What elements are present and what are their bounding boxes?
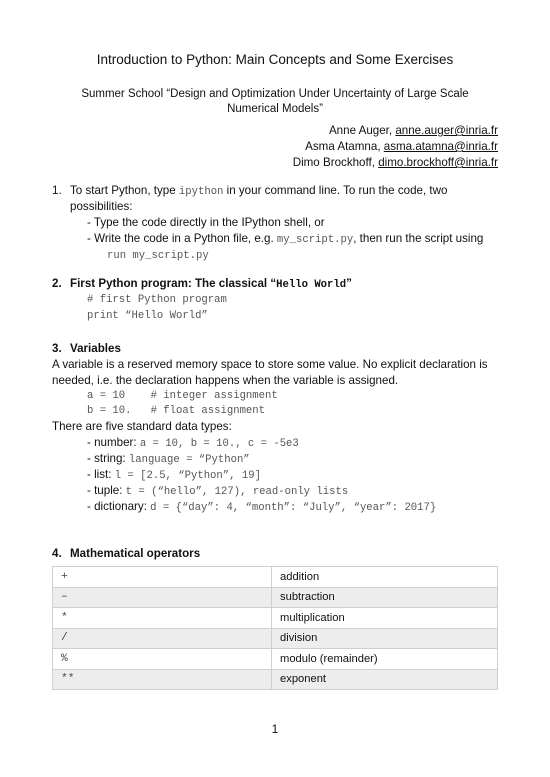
data-type-label: - tuple: (87, 484, 126, 497)
inline-code: ipython (178, 186, 224, 198)
table-row (53, 587, 498, 608)
operator-description: addition (272, 567, 498, 588)
author-line (329, 124, 498, 137)
section-2-heading (70, 277, 352, 291)
heading-text: ” (346, 277, 352, 290)
author-name: Dimo Brockhoff, (292, 156, 379, 169)
inline-code: my_script.py (276, 234, 354, 246)
table-row (53, 649, 498, 670)
data-type-item (87, 484, 348, 498)
paragraph-line: needed, i.e. the declaration happens when the variable is assigned. (52, 374, 399, 387)
data-type-item (87, 500, 436, 514)
section-2-number: 2. (52, 277, 62, 290)
document-title: Introduction to Python: Main Concepts and Some Exercises (96, 52, 454, 67)
section-1-line-1 (70, 184, 447, 198)
inline-code: a = 10, b = 10., c = -5e3 (139, 438, 299, 450)
section-1-number: 1. (52, 184, 62, 197)
page-number: 1 (271, 722, 279, 736)
section-1-item-1: - Type the code directly in the IPython shell, or (87, 216, 325, 229)
code-line: b = 10. # float assignment (87, 405, 266, 417)
inline-code: l = [2.5, “Python”, 19] (114, 470, 261, 482)
section-3-number: 3. (52, 342, 62, 355)
paragraph-line: There are five standard data types: (52, 420, 232, 433)
operator-symbol: % (53, 649, 272, 670)
text: in your command line. To run the code, two (223, 184, 448, 197)
operator-symbol: / (53, 628, 272, 649)
code-line: # first Python program (87, 294, 227, 306)
operator-symbol: + (53, 567, 272, 588)
data-type-item (87, 436, 299, 450)
operator-description: subtraction (272, 587, 498, 608)
data-type-label: - list: (87, 468, 115, 481)
inline-code: t = (“hello”, 127), read-only lists (125, 486, 349, 498)
operator-description: division (272, 628, 498, 649)
section-4-number: 4. (52, 547, 62, 560)
section-3-heading: Variables (70, 342, 121, 355)
data-type-item (87, 468, 261, 482)
code-line: run my_script.py (107, 250, 209, 262)
table-row (53, 669, 498, 690)
table-row (53, 567, 498, 588)
text: To start Python, type (70, 184, 179, 197)
operator-description: modulo (remainder) (272, 649, 498, 670)
paragraph-line: A variable is a reserved memory space to store some value. No explicit declaration is (52, 358, 488, 371)
heading-text: First Python program: The classical “ (70, 277, 277, 290)
author-name: Asma Atamna, (305, 140, 384, 153)
section-4-heading: Mathematical operators (70, 547, 201, 560)
author-email-link[interactable]: anne.auger@inria.fr (395, 124, 498, 137)
inline-code: d = {“day”: 4, “month”: “July”, “year”: 2017} (150, 502, 437, 514)
operator-symbol: * (53, 608, 272, 629)
author-line (305, 140, 498, 153)
author-name: Anne Auger, (328, 124, 396, 137)
code-line: print “Hello World” (87, 310, 208, 322)
document-subtitle: Summer School “Design and Optimization Under Uncertainty of Large Scale Numerical Models” (81, 88, 469, 115)
data-type-label: - number: (87, 436, 140, 449)
operator-description: multiplication (272, 608, 498, 629)
text: - Write the code in a Python file, e.g. (87, 232, 277, 245)
author-email-link[interactable]: asma.atamna@inria.fr (383, 140, 498, 153)
table-row (53, 608, 498, 629)
table-row (53, 628, 498, 649)
text: , then run the script using (353, 232, 484, 245)
author-line (293, 156, 498, 169)
data-type-item (87, 452, 250, 466)
data-type-label: - string: (87, 452, 129, 465)
operator-description: exponent (272, 669, 498, 690)
section-1-line-2: possibilities: (70, 200, 133, 213)
operators-table (52, 566, 498, 690)
code-line: a = 10 # integer assignment (87, 390, 278, 402)
inline-code: Hello World (276, 279, 347, 291)
operator-symbol: ** (53, 669, 272, 690)
operator-symbol: – (53, 587, 272, 608)
inline-code: language = “Python” (128, 454, 250, 466)
section-1-item-2 (87, 232, 483, 246)
data-type-label: - dictionary: (87, 500, 151, 513)
author-email-link[interactable]: dimo.brockhoff@inria.fr (378, 156, 498, 169)
